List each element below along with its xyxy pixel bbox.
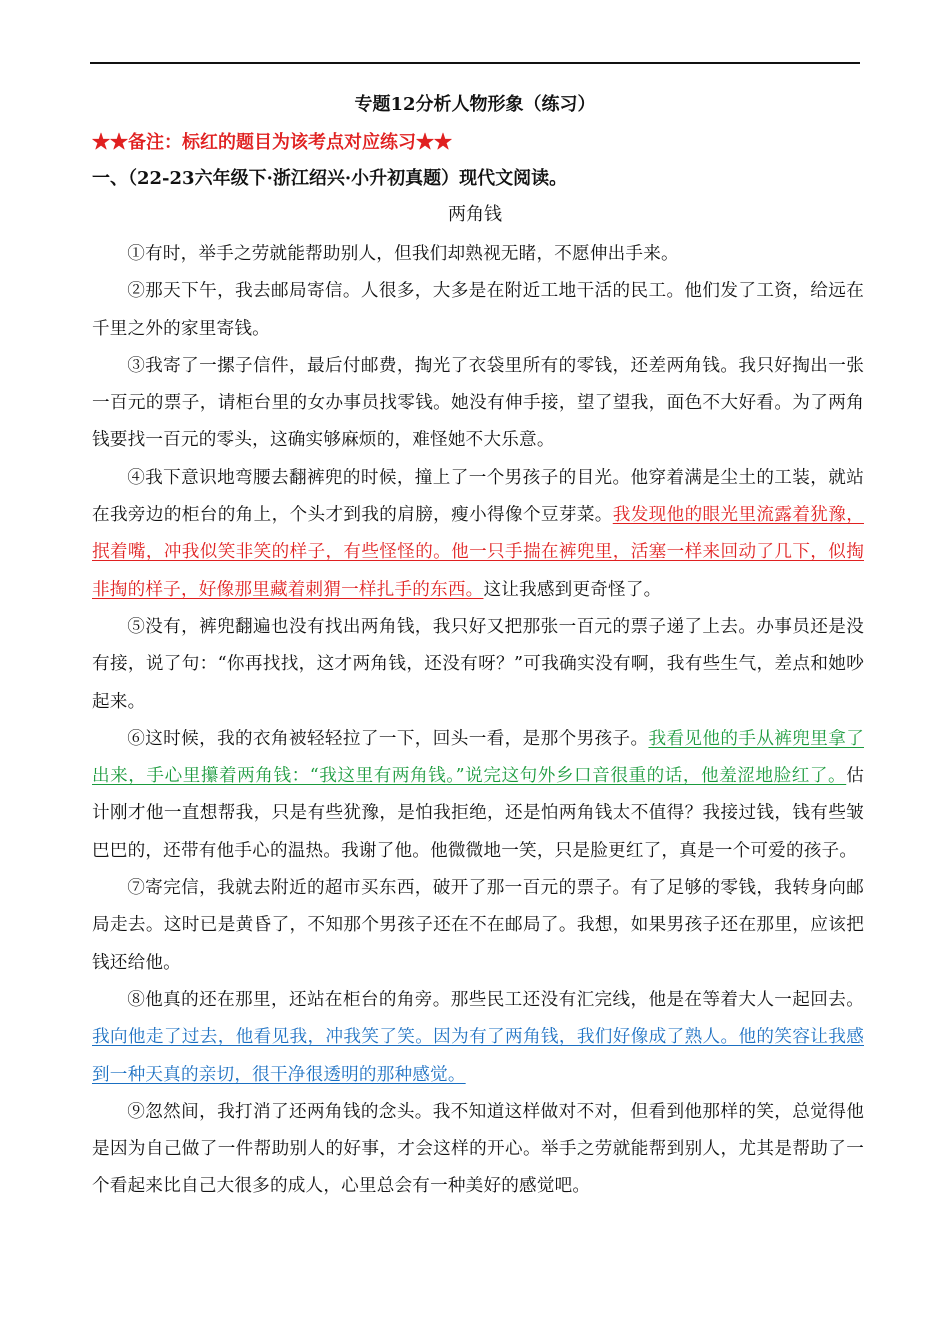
article-body [92,236,864,1206]
paragraph-4 [92,460,864,609]
paragraph-8-text: ⑧他真的还在那里，还站在柜台的角旁。那些民工还没有汇完线，他是在等着大人一起回去。 [127,989,864,1010]
highlight-green-passage: 我看见他的手从裤兜里拿了出来，手心里攥着两角钱：“我这里有两角钱。”说完这句外乡口音很重的话，他羞涩地脸红了。 [92,728,864,787]
header-rule [90,62,860,64]
paragraph-6-tail: 估计刚才他一直想帮我，只是有些犹豫，是怕我拒绝，还是怕两角钱太不值得？我接过钱，钱有些皱巴巴的，还带有他手心的温热。我谢了他。他微微地一笑，只是脸更红了，真是一个可爱的孩子。 [92,766,864,861]
highlight-blue-passage: 我向他走了过去，他看见我，冲我笑了笑。因为有了两角钱，我们好像成了熟人。他的笑容让我感到一种天真的亲切，很干净很透明的那种感觉。 [92,1027,864,1085]
paragraph-7: ⑦寄完信，我就去附近的超市买东西，破开了那一百元的票子。有了足够的零钱，我转身向邮局走去。这时已是黄昏了，不知那个男孩子还在不在邮局了。我想，如果男孩子还在那里，应该把钱还给他。 [92,878,864,973]
paragraph-6 [92,721,864,870]
paragraph-6-text: ⑥这时候，我的衣角被轻轻拉了一下，回头一看，是那个男孩子。 [127,728,649,749]
section-heading: 一、（22-23六年级下·浙江绍兴·小升初真题）现代文阅读。 [92,168,568,189]
paragraph-1: ①有时，举手之劳就能帮助别人，但我们却熟视无睹，不愿伸出手来。 [127,244,679,264]
paragraph-4-text: ④我下意识地弯腰去翻裤兜的时候，撞上了一个男孩子的目光。他穿着满是尘土的工装，就站在我旁边的柜台的角上，个头才到我的肩膀，瘦小得像个豆芽菜。 [92,467,864,526]
paragraph-8 [92,982,864,1094]
paragraph-5: ⑤没有，裤兜翻遍也没有找出两角钱，我只好又把那张一百元的票子递了上去。办事员还是没有接，说了句：“你再找找，这才两角钱，还没有呀？”可我确实没有啊，我有些生气，差点和她吵起来。 [92,616,864,712]
paragraph-3: ③我寄了一摞子信件，最后付邮费，掏光了衣袋里所有的零钱，还差两角钱。我只好掏出一张一百元的票子，请柜台里的女办事员找零钱。她没有伸手接，望了望我，面色不大好看。为了两角钱要找一百元的零头，这确实够麻烦的，难怪她不大乐意。 [92,355,864,451]
paragraph-2: ②那天下午，我去邮局寄信。人很多，大多是在附近工地干活的民工。他们发了工资，给远在千里之外的家里寄钱。 [92,281,864,339]
page-title: 专题12分析人物形象（练习） [354,94,596,115]
note-line: ★★备注：标红的题目为该考点对应练习★★ [92,132,452,153]
highlight-red-passage: 我发现他的眼光里流露着犹豫，抿着嘴，冲我似笑非笑的样子，有些怪怪的。他一只手揣在裤兜里，活塞一样来回动了几下，似掏非掏的样子，好像那里藏着刺猬一样扎手的东西。 [92,505,864,600]
article-title: 两角钱 [448,204,502,225]
paragraph-9: ⑨忽然间，我打消了还两角钱的念头。我不知道这样做对不对，但看到他那样的笑，总觉得他是因为自己做了一件帮助别人的好事，才会这样的开心。举手之劳就能帮到别人，尤其是帮助了一个看起来比自己大很多的成人，心里总会有一种美好的感觉吧。 [92,1101,864,1197]
paragraph-4-tail: 这让我感到更奇怪了。 [483,579,662,600]
